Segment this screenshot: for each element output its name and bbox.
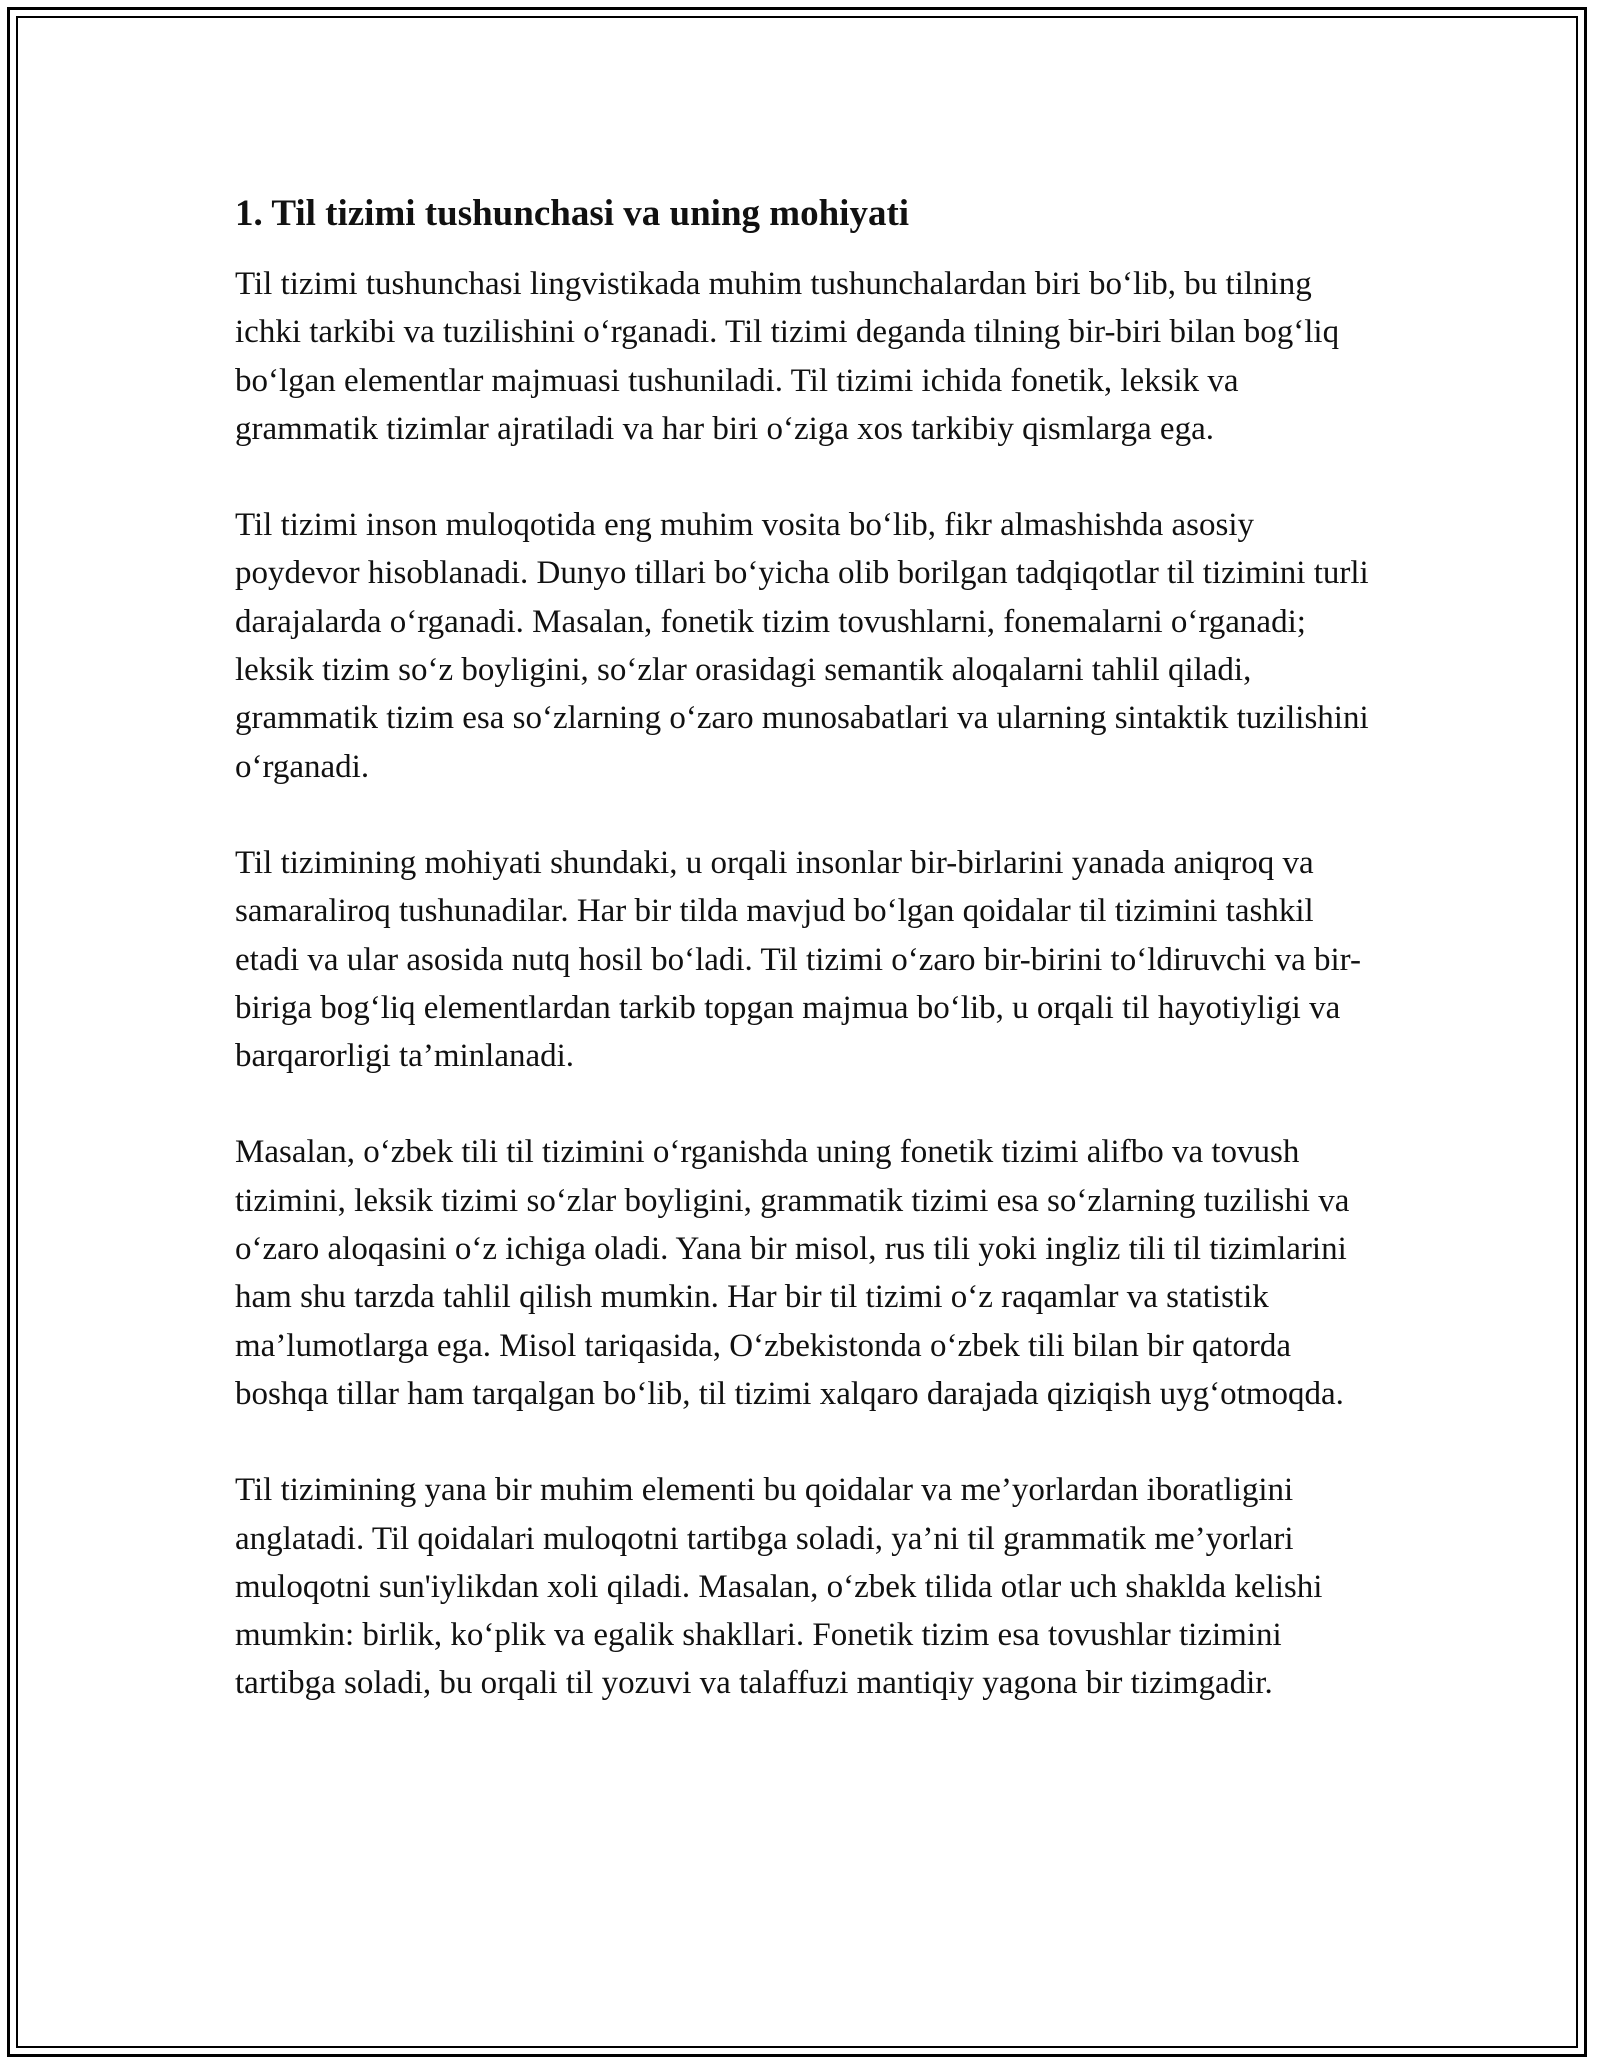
paragraph-2: Til tizimi inson muloqotida eng muhim vosita bo‘lib, fikr almashishda asosiy poydevor hisoblanadi. Dunyo tillari bo‘yicha olib borilgan tadqiqotlar til tizimini turli darajalarda o‘rganadi. Masalan, fonetik tizim tovushlarni, fonemalarni o‘rganadi; leksik tizim so‘z boyligini, so‘zlar orasidagi semantik aloqalarni tahlil qiladi, grammatik tizim esa so‘zlarning o‘zaro munosabatlari va ularning sintaktik tuzilishini o‘rganadi. (235, 507, 1369, 785)
paragraph-1: Til tizimi tushunchasi lingvistikada muhim tushunchalardan biri bo‘lib, bu tilning ichki tarkibi va tuzilishini o‘rganadi. Til tizimi deganda tilning bir-biri bilan bog‘liq bo‘lgan elementlar majmuasi tushuniladi. Til tizimi ichida fonetik, leksik va grammatik tizimlar ajratiladi va har biri o‘ziga xos tarkibiy qismlarga ega. (235, 266, 1340, 447)
document-body (235, 188, 1375, 1756)
section-heading: 1. Til tizimi tushunchasi va uning mohiyati (235, 193, 910, 234)
paragraph-5: Til tizimining yana bir muhim elementi bu qoidalar va me’yorlardan iboratligini anglatadi. Til qoidalari muloqotni tartibga soladi, ya’ni til grammatik me’yorlari muloqotni sun'iylikdan xoli qiladi. Masalan, o‘zbek tilida otlar uch shaklda kelishi mumkin: birlik, ko‘plik va egalik shakllari. Fonetik tizim esa tovushlar tizimini tartibga soladi, bu orqali til yozuvi va talaffuzi mantiqiy yagona bir tizimgadir. (235, 1472, 1323, 1702)
paragraph-3: Til tizimining mohiyati shundaki, u orqali insonlar bir-birlarini yanada aniqroq va samaraliroq tushunadilar. Har bir tilda mavjud bo‘lgan qoidalar til tizimini tashkil etadi va ular asosida nutq hosil bo‘ladi. Til tizimi o‘zaro bir-birini to‘ldiruvchi va bir-biriga bog‘liq elementlardan tarkib topgan majmua bo‘lib, u orqali til hayotiyligi va barqarorligi ta’minlanadi. (235, 844, 1361, 1075)
paragraph-4: Masalan, o‘zbek tili til tizimini o‘rganishda uning fonetik tizimi alifbo va tovush tizimini, leksik tizimi so‘zlar boyligini, grammatik tizimi esa so‘zlarning tuzilishi va o‘zaro aloqasini o‘z ichiga oladi. Yana bir misol, rus tili yoki ingliz tili til tizimlarini ham shu tarzda tahlil qilish mumkin. Har bir til tizimi o‘z raqamlar va statistik ma’lumotlarga ega. Misol tariqasida, O‘zbekistonda o‘zbek tili bilan bir qatorda boshqa tillar ham tarqalgan bo‘lib, til tizimi xalqaro darajada qiziqish uyg‘otmoqda. (235, 1134, 1350, 1412)
